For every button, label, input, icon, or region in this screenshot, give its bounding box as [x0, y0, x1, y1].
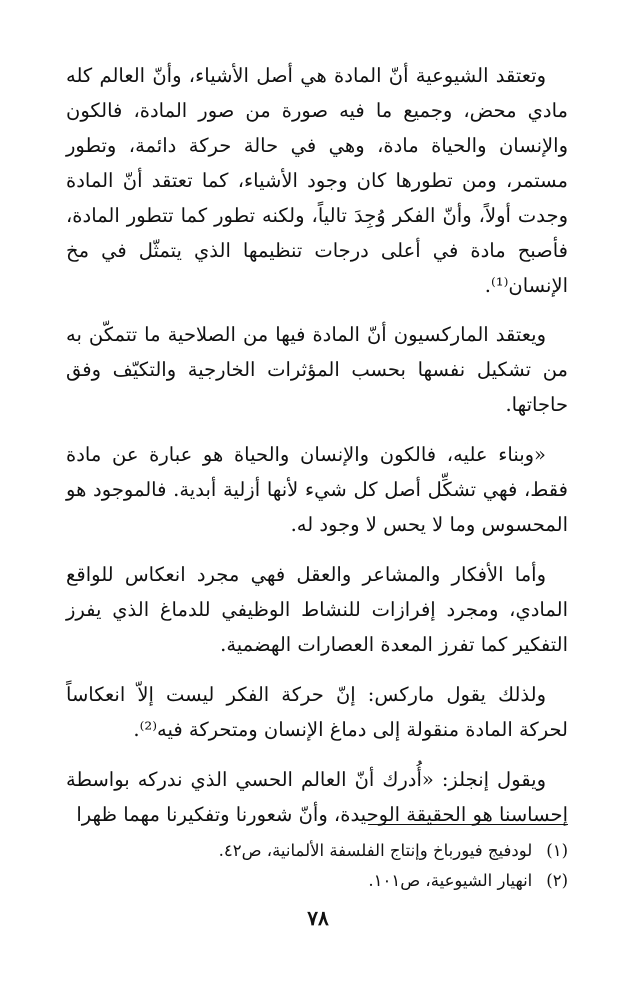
paragraph-4: وأما الأفكار والمشاعر والعقل فهي مجرد انعكاس للواقع المادي، ومجرد إفرازات للنشاط الوظيفي للدماغ الذي يفرز التفكير كما تفرز المعدة العصارات الهضمية.	[66, 563, 568, 656]
paragraph-3: «وبناء عليه، فالكون والإنسان والحياة هو عبارة عن مادة فقط، فهي تشكِّل أصل كل شيء لأنها أزلية أبدية. فالموجود هو المحسوس وما لا يحس لا وجود له.	[66, 443, 568, 536]
footnote-divider	[368, 824, 568, 825]
paragraph-2: ويعتقد الماركسيون أنّ المادة فيها من الصلاحية ما تتمكّن به من تشكيل نفسها بحسب المؤثرات الخارجية والتكيّف وفق حاجاتها.	[66, 323, 568, 416]
paragraph-1: وتعتقد الشيوعية أنّ المادة هي أصل الأشياء، وأنّ العالم كله مادي محض، وجميع ما فيه صورة من صور المادة، فالكون والإنسان والحياة مادة، وهي في حالة حركة دائمة، وتطور مستمر، ومن تطورها كان وجود الأشياء، كما تعتقد أنّ المادة وجدت أولاً، وأنّ الفكر وُجِدَ تالياً، ولكنه تطور كما تتطور المادة، فأصبح مادة في أعلى درجات تنظيمها الذي يتمثّل في مخ الإنسان⁽¹⁾.	[66, 64, 568, 297]
footnote-1	[66, 836, 568, 866]
footnote-2-text: انهيار الشيوعية، ص١٠١.	[368, 871, 533, 890]
paragraph-5: ولذلك يقول ماركس: إنّ حركة الفكر ليست إلاّ انعكاساً لحركة المادة منقولة إلى دماغ الإنسان ومتحركة فيه⁽²⁾.	[66, 683, 568, 741]
footnote-2	[66, 866, 568, 896]
footnote-2-number: (٢)	[546, 871, 568, 890]
page-number: ٧٨	[307, 906, 329, 930]
footnote-1-text: لودفيج فيورباخ وإنتاج الفلسفة الألمانية، ص٤٢.	[218, 841, 533, 860]
main-text	[66, 58, 568, 847]
footnote-1-number: (١)	[546, 841, 568, 860]
paragraph-6: ويقول إنجلز: «أُدرك أنّ العالم الحسي الذي ندركه بواسطة إحساسنا هو الحقيقة الوحيدة، وأنّ شعورنا وتفكيرنا مهما ظهرا	[66, 768, 568, 826]
footnotes	[66, 836, 568, 896]
